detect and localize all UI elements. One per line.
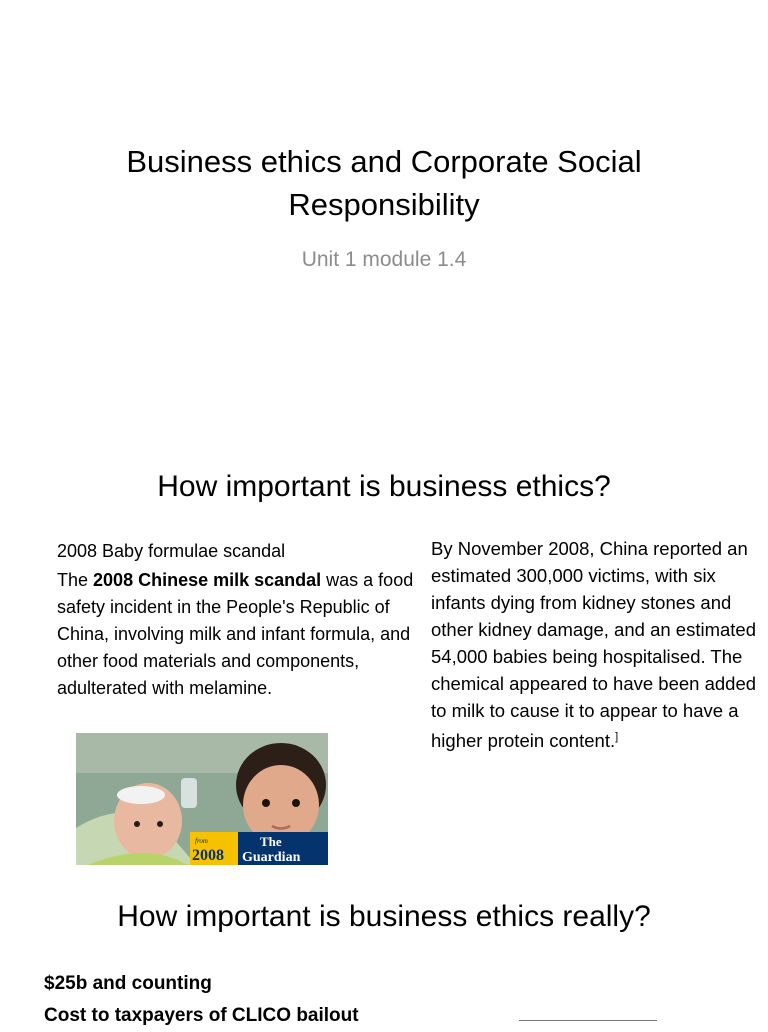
para-rest: was a food safety incident in the People's Republic of China, involving milk and infant formula, and other food materials and components, adulterated with melamine. (57, 570, 414, 698)
slide3-cost-text (44, 968, 359, 1032)
slide1-subtitle: Unit 1 module 1.4 (301, 248, 467, 271)
footnote-mark: ] (615, 731, 619, 743)
slide2-heading: How important is business ethics? (157, 470, 611, 503)
scandal-paragraph (57, 567, 419, 702)
cost-line-2: Cost to taxpayers of CLICO bailout (44, 1005, 359, 1026)
badge-from: from (195, 837, 208, 845)
victims-paragraph: By November 2008, China reported an estimated 300,000 victims, with six infants dying from kidney stones and other kidney damage, and an estimated 54,000 babies being hospitalised. The chemical appeared to have been added to milk to cause it to appear to have a higher protein content. (431, 538, 757, 752)
badge-the: The (260, 834, 282, 849)
cost-line-1: $25b and counting (44, 973, 212, 994)
babies-photo (76, 733, 328, 865)
slide1-title: Business ethics and Corporate Social Responsibility (126, 144, 642, 222)
badge-year: 2008 (192, 847, 224, 864)
slide3-heading: How important is business ethics really? (117, 900, 651, 933)
para-prefix: The (57, 570, 94, 590)
slide2-left-column (57, 538, 419, 702)
babies-photo-illustration (76, 733, 328, 865)
scandal-subheading: 2008 Baby formulae scandal (57, 541, 286, 561)
badge-paper: Guardian (242, 850, 301, 865)
para-bold: 2008 Chinese milk scandal (93, 570, 322, 590)
slide2-right-column (431, 535, 761, 754)
